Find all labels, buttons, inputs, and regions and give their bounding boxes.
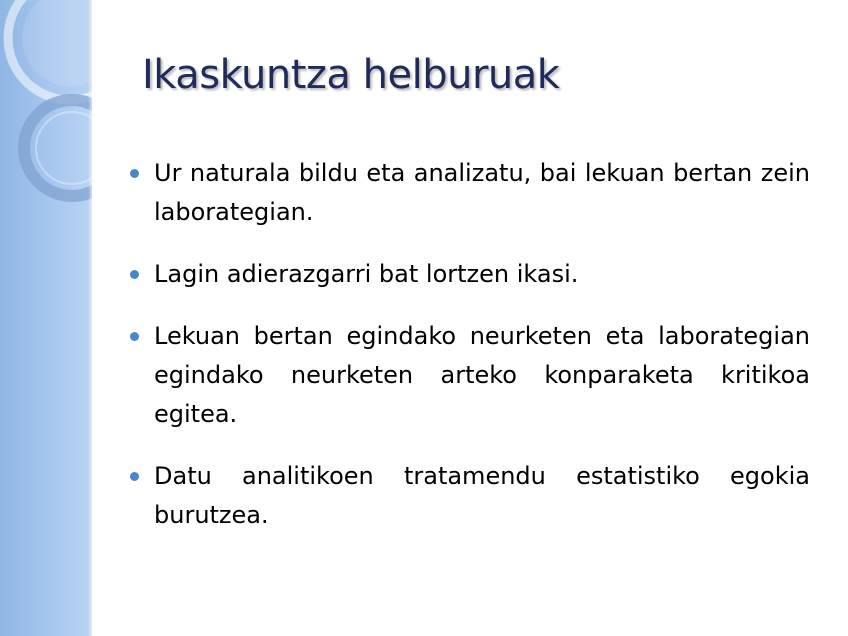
slide-title: Ikaskuntza helburuak	[142, 52, 560, 98]
bullet-item	[130, 154, 810, 232]
bullet-list	[130, 154, 810, 558]
bullet-text: Datu analitikoen tratamendu estatistiko egokia burutzea.	[154, 462, 810, 529]
decorative-side-band	[0, 0, 92, 636]
bullet-text: Ur naturala bildu eta analizatu, bai lekuan bertan zein laborategian.	[154, 159, 810, 226]
bullet-item	[130, 457, 810, 535]
bullet-dot-icon	[130, 472, 139, 481]
bullet-item	[130, 255, 810, 294]
decorative-circles-icon	[0, 0, 92, 220]
bullet-item	[130, 317, 810, 434]
bullet-dot-icon	[130, 270, 139, 279]
bullet-text: Lekuan bertan egindako neurketen eta laborategian egindako neurketen arteko konparaketa kritikoa egitea.	[154, 322, 810, 428]
bullet-dot-icon	[130, 169, 139, 178]
bullet-dot-icon	[130, 332, 139, 341]
bullet-text: Lagin adierazgarri bat lortzen ikasi.	[154, 260, 579, 288]
